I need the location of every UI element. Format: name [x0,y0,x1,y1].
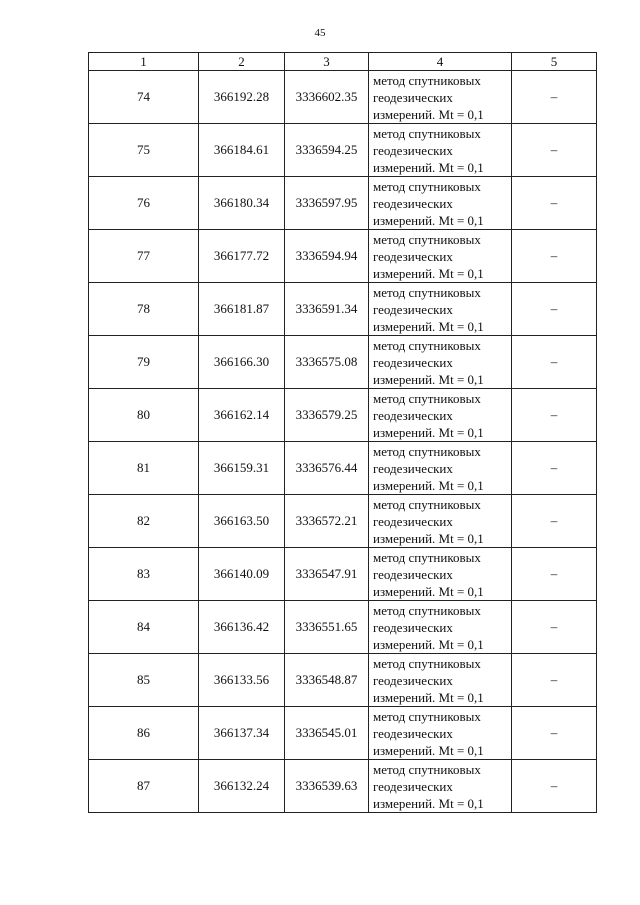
y-coordinate-cell: 3336597.95 [285,177,369,230]
note-cell: – [512,601,597,654]
table-row [89,442,597,495]
x-coordinate-cell: 366137.34 [199,707,285,760]
method-line: метод спутниковых [373,708,481,724]
note-cell: – [512,230,597,283]
method-cell [369,283,512,336]
method-line: метод спутниковых [373,178,481,194]
method-line: измерений. Mt = 0,1 [373,106,484,122]
method-line: геодезических [373,301,453,317]
table-row [89,389,597,442]
note-cell: – [512,124,597,177]
point-number-cell: 82 [89,495,199,548]
point-number-cell: 86 [89,707,199,760]
y-coordinate-cell: 3336576.44 [285,442,369,495]
y-coordinate-cell: 3336575.08 [285,336,369,389]
method-line: измерений. Mt = 0,1 [373,583,484,599]
method-cell [369,389,512,442]
point-number-cell: 81 [89,442,199,495]
y-coordinate-cell: 3336548.87 [285,654,369,707]
method-line: геодезических [373,89,453,105]
point-number-cell: 80 [89,389,199,442]
method-line: измерений. Mt = 0,1 [373,318,484,334]
y-coordinate-cell: 3336594.94 [285,230,369,283]
method-line: геодезических [373,354,453,370]
table-row [89,760,597,813]
y-coordinate-cell: 3336572.21 [285,495,369,548]
method-line: измерений. Mt = 0,1 [373,795,484,811]
method-line: метод спутниковых [373,125,481,141]
header-col-5: 5 [512,53,597,71]
table-header [89,53,597,71]
method-line: метод спутниковых [373,284,481,300]
method-cell [369,495,512,548]
x-coordinate-cell: 366166.30 [199,336,285,389]
note-cell: – [512,654,597,707]
header-row [89,53,597,71]
method-line: измерений. Mt = 0,1 [373,424,484,440]
note-cell: – [512,336,597,389]
x-coordinate-cell: 366180.34 [199,177,285,230]
x-coordinate-cell: 366140.09 [199,548,285,601]
method-cell [369,71,512,124]
method-line: геодезических [373,248,453,264]
method-line: измерений. Mt = 0,1 [373,742,484,758]
method-cell [369,177,512,230]
y-coordinate-cell: 3336591.34 [285,283,369,336]
point-number-cell: 84 [89,601,199,654]
y-coordinate-cell: 3336579.25 [285,389,369,442]
header-col-2: 2 [199,53,285,71]
note-cell: – [512,442,597,495]
table-row [89,548,597,601]
note-cell: – [512,389,597,442]
method-line: измерений. Mt = 0,1 [373,371,484,387]
page-number: 45 [314,27,326,39]
method-cell [369,548,512,601]
x-coordinate-cell: 366181.87 [199,283,285,336]
table-row [89,601,597,654]
note-cell: – [512,760,597,813]
table-row [89,177,597,230]
table-row [89,707,597,760]
x-coordinate-cell: 366133.56 [199,654,285,707]
y-coordinate-cell: 3336545.01 [285,707,369,760]
point-number-cell: 78 [89,283,199,336]
method-line: геодезических [373,407,453,423]
table-row [89,283,597,336]
method-line: метод спутниковых [373,655,481,671]
method-cell [369,124,512,177]
method-line: метод спутниковых [373,337,481,353]
method-line: измерений. Mt = 0,1 [373,477,484,493]
point-number-cell: 83 [89,548,199,601]
method-line: измерений. Mt = 0,1 [373,212,484,228]
x-coordinate-cell: 366184.61 [199,124,285,177]
point-number-cell: 77 [89,230,199,283]
method-line: метод спутниковых [373,72,481,88]
note-cell: – [512,548,597,601]
method-cell [369,336,512,389]
note-cell: – [512,283,597,336]
method-line: метод спутниковых [373,390,481,406]
method-cell [369,654,512,707]
y-coordinate-cell: 3336602.35 [285,71,369,124]
method-line: геодезических [373,672,453,688]
point-number-cell: 75 [89,124,199,177]
x-coordinate-cell: 366132.24 [199,760,285,813]
method-line: измерений. Mt = 0,1 [373,636,484,652]
x-coordinate-cell: 366163.50 [199,495,285,548]
header-col-4: 4 [369,53,512,71]
method-cell [369,760,512,813]
method-line: геодезических [373,460,453,476]
method-cell [369,707,512,760]
y-coordinate-cell: 3336551.65 [285,601,369,654]
method-line: метод спутниковых [373,496,481,512]
method-line: измерений. Mt = 0,1 [373,530,484,546]
x-coordinate-cell: 366136.42 [199,601,285,654]
header-col-3: 3 [285,53,369,71]
point-number-cell: 74 [89,71,199,124]
point-number-cell: 76 [89,177,199,230]
method-line: геодезических [373,566,453,582]
method-cell [369,230,512,283]
method-line: геодезических [373,142,453,158]
table-body [89,71,597,813]
note-cell: – [512,177,597,230]
table-row [89,230,597,283]
table-row [89,495,597,548]
method-line: геодезических [373,195,453,211]
method-line: измерений. Mt = 0,1 [373,689,484,705]
point-number-cell: 79 [89,336,199,389]
method-cell [369,601,512,654]
x-coordinate-cell: 366162.14 [199,389,285,442]
point-number-cell: 87 [89,760,199,813]
table-row [89,336,597,389]
note-cell: – [512,71,597,124]
table-row [89,124,597,177]
method-line: измерений. Mt = 0,1 [373,159,484,175]
note-cell: – [512,707,597,760]
y-coordinate-cell: 3336547.91 [285,548,369,601]
coordinates-table [88,52,597,813]
table-row [89,71,597,124]
method-line: метод спутниковых [373,549,481,565]
x-coordinate-cell: 366159.31 [199,442,285,495]
point-number-cell: 85 [89,654,199,707]
y-coordinate-cell: 3336539.63 [285,760,369,813]
method-line: метод спутниковых [373,443,481,459]
x-coordinate-cell: 366192.28 [199,71,285,124]
header-col-1: 1 [89,53,199,71]
table-row [89,654,597,707]
method-line: геодезических [373,513,453,529]
method-line: геодезических [373,778,453,794]
method-cell [369,442,512,495]
y-coordinate-cell: 3336594.25 [285,124,369,177]
method-line: метод спутниковых [373,231,481,247]
note-cell: – [512,495,597,548]
method-line: метод спутниковых [373,602,481,618]
method-line: геодезических [373,619,453,635]
x-coordinate-cell: 366177.72 [199,230,285,283]
method-line: метод спутниковых [373,761,481,777]
method-line: геодезических [373,725,453,741]
method-line: измерений. Mt = 0,1 [373,265,484,281]
